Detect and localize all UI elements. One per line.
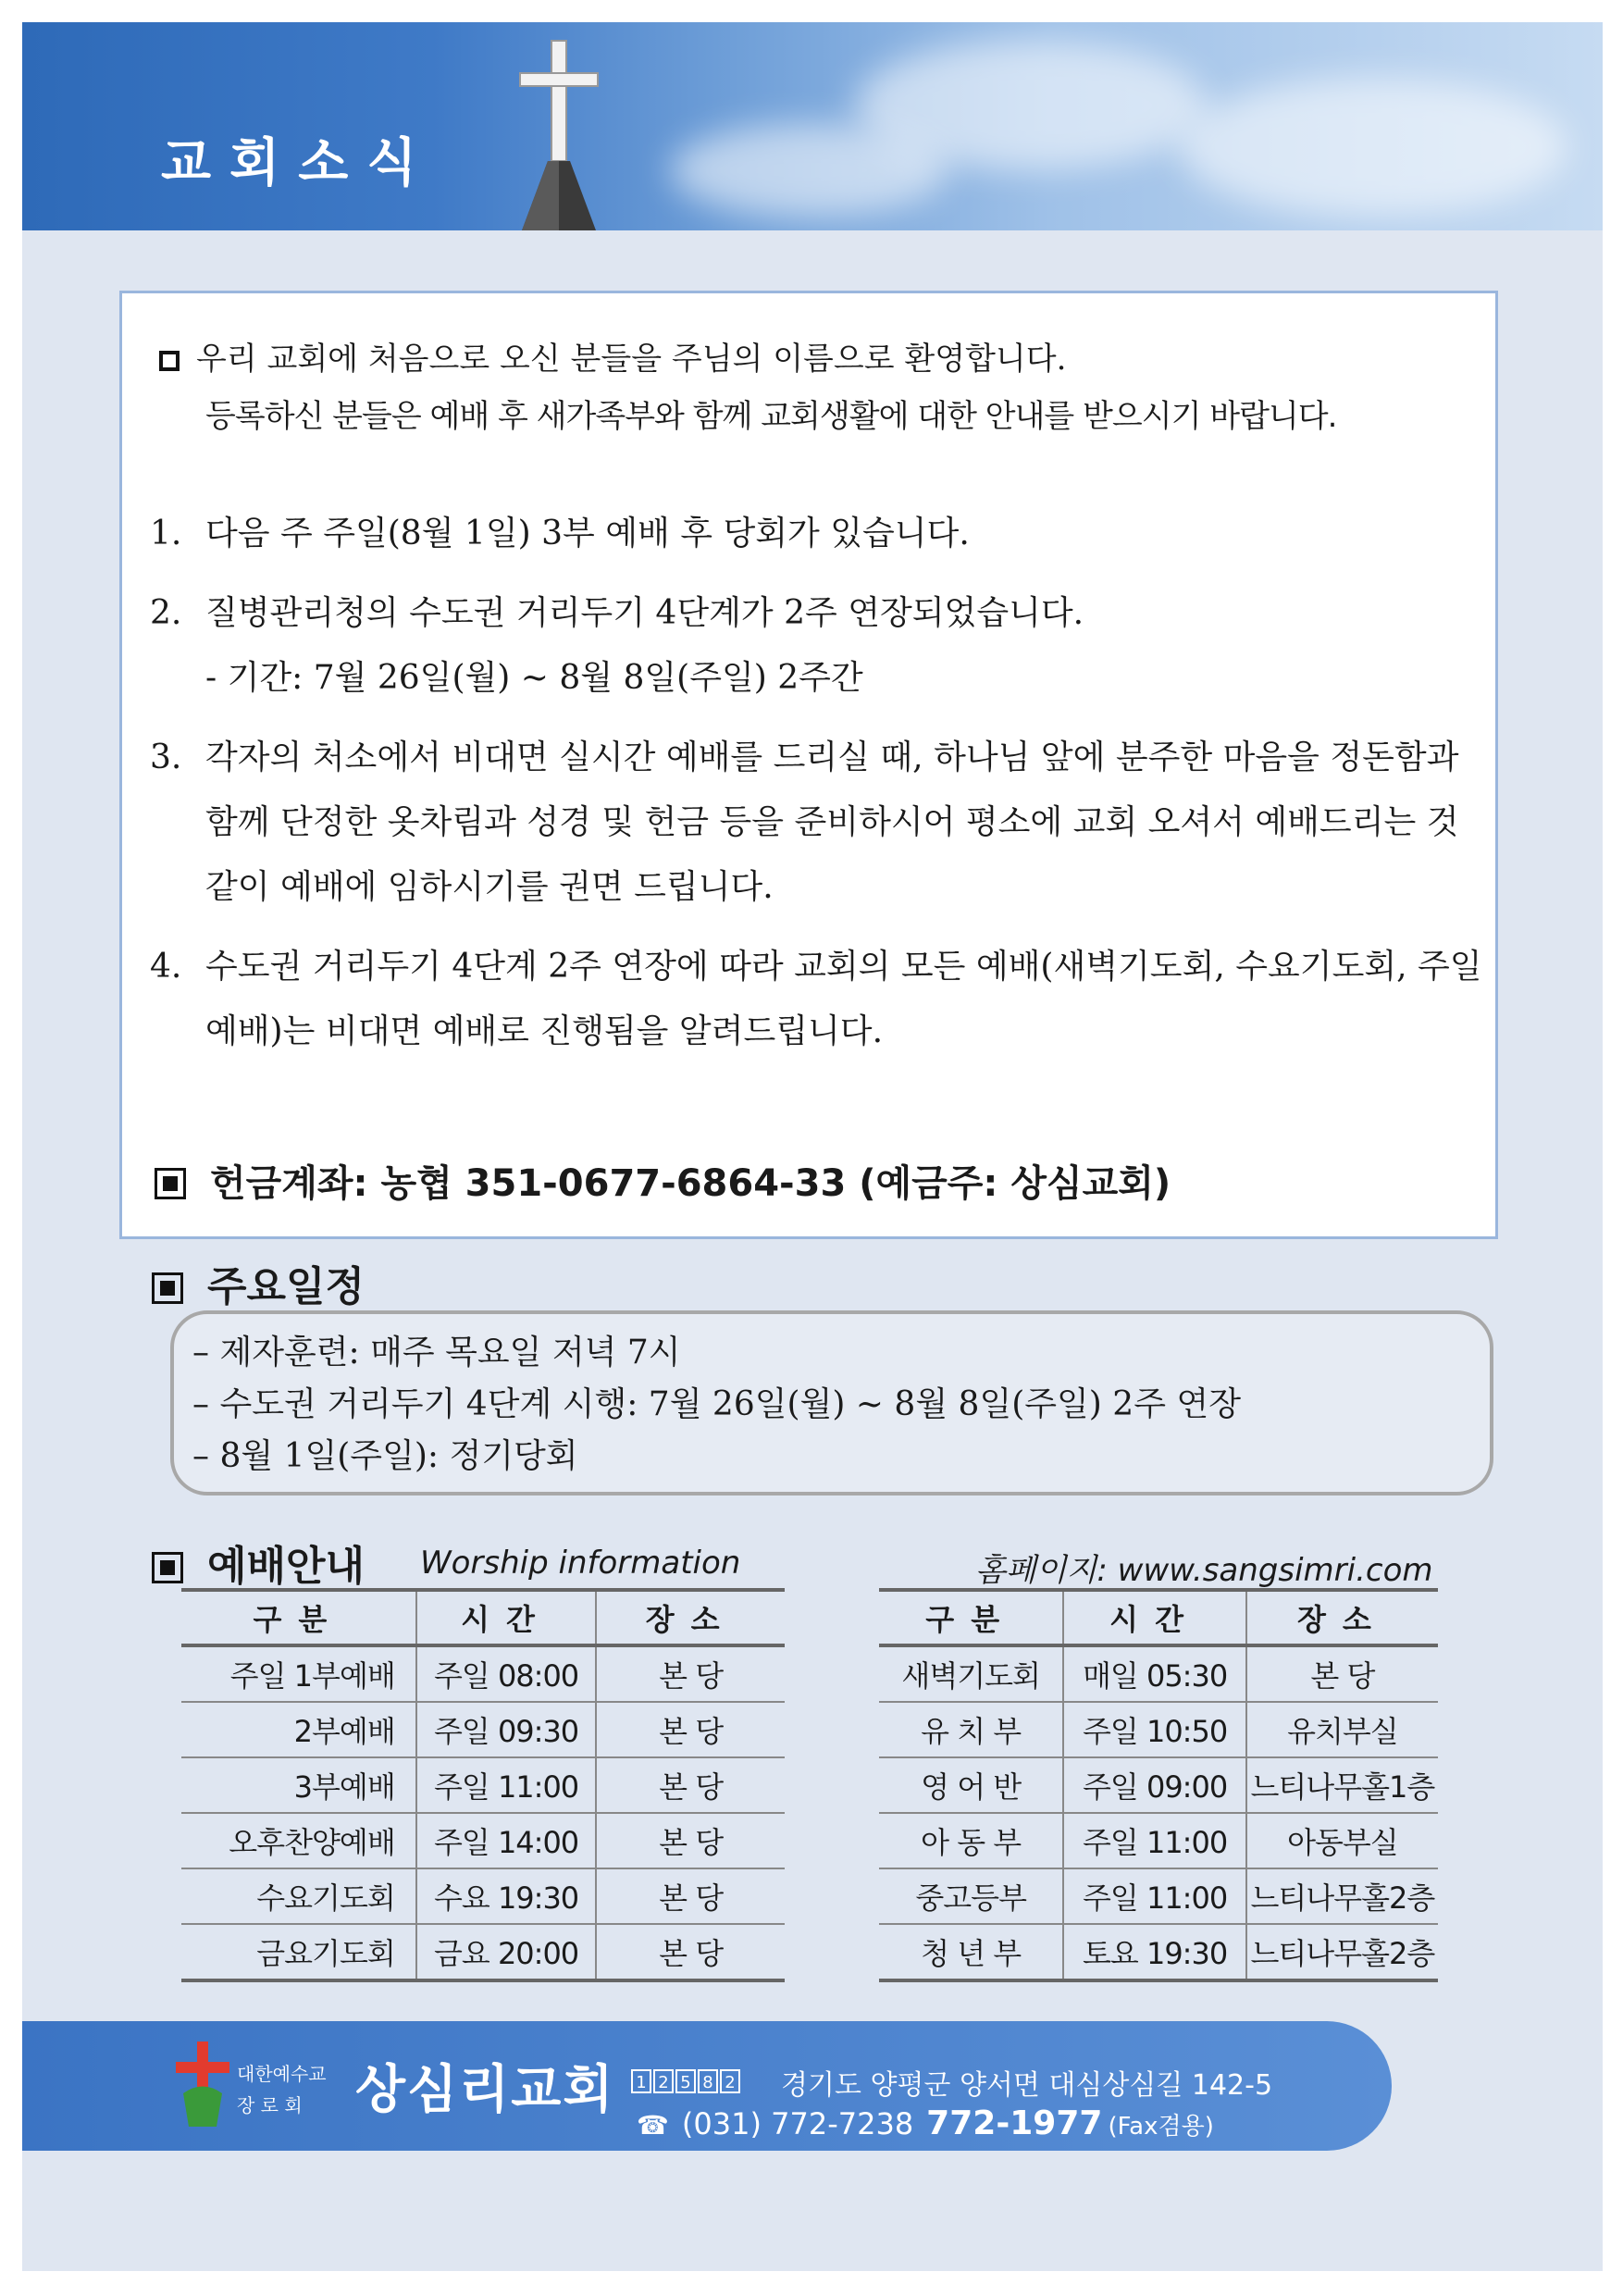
church-address: 경기도 양평군 양서면 대심상심길 142-5 <box>781 2069 1273 2102</box>
square-bullet-icon <box>155 1168 186 1199</box>
table-row: 오후찬양예배 주일 14:00 본 당 <box>181 1813 785 1868</box>
table-row: 중고등부 주일 11:00 느티나무홀2층 <box>879 1868 1438 1924</box>
notice-item: 2. 질병관리청의 수도권 거리두기 4단계가 2주 연장되었습니다. - 기간: 7월 26일(월) ~ 8월 8일(주일) 2주간 <box>150 594 1084 697</box>
table-row: 주일 1부예배 주일 08:00 본 당 <box>181 1645 785 1702</box>
schedule-item: – 수도권 거리두기 4단계 시행: 7월 26일(월) ~ 8월 8일(주일) 2주 연장 <box>192 1385 1241 1423</box>
phone-icon: ☎ <box>637 2110 669 2141</box>
notice-item: 1. 다음 주 주일(8월 1일) 3부 예배 후 당회가 있습니다. <box>150 515 970 552</box>
col-header: 시간 <box>1063 1590 1245 1645</box>
church-cross-icon <box>466 22 651 230</box>
table-row: 영 어 반 주일 09:00 느티나무홀1층 <box>879 1757 1438 1813</box>
schedule-item: – 제자훈련: 매주 목요일 저녁 7시 <box>192 1334 681 1371</box>
church-name: 상심리교회 <box>355 2060 615 2120</box>
col-header: 장소 <box>596 1590 785 1645</box>
worship-title: 예배안내 <box>152 1533 365 1592</box>
table-row: 유 치 부 주일 10:50 유치부실 <box>879 1702 1438 1757</box>
col-header: 시간 <box>416 1590 597 1645</box>
church-phone: ☎ (031) 772-7238 772-1977 (Fax겸용) <box>637 2104 1214 2142</box>
zip-code: 1 2 5 8 2 <box>631 2069 740 2093</box>
col-header: 구분 <box>879 1590 1063 1645</box>
col-header: 구분 <box>181 1590 416 1645</box>
homepage-link[interactable]: 홈페이지: www.sangsimri.com <box>975 1552 1433 1589</box>
table-row: 3부예배 주일 11:00 본 당 <box>181 1757 785 1813</box>
col-header: 장소 <box>1246 1590 1438 1645</box>
table-row: 금요기도회 금요 20:00 본 당 <box>181 1924 785 1980</box>
schedule-item: – 8월 1일(주일): 정기당회 <box>192 1437 578 1475</box>
worship-subtitle: Worship information <box>420 1545 741 1582</box>
notice-list <box>150 502 1482 1079</box>
page <box>22 22 1603 2271</box>
table-row: 새벽기도회 매일 05:30 본 당 <box>879 1645 1438 1702</box>
header-banner <box>22 22 1603 230</box>
welcome-message: 우리 교회에 처음으로 오신 분들을 주님의 이름으로 환영합니다. 등록하신 분들은 예배 후 새가족부와 함께 교회생활에 대한 안내를 받으시기 바랍니다. <box>159 330 1336 445</box>
page-title: 교회소식 <box>161 133 436 193</box>
table-row: 2부예배 주일 09:30 본 당 <box>181 1702 785 1757</box>
schedule-title: 주요일정 <box>152 1253 365 1312</box>
square-bullet-icon <box>152 1552 183 1583</box>
offering-account: 헌금계좌: 농협 351-0677-6864-33 (예금주: 상심교회) <box>155 1154 1171 1207</box>
denomination: 대한예수교 장 로 회 <box>237 2063 327 2116</box>
worship-table-right <box>879 1588 1438 1982</box>
checkbox-bullet-icon <box>159 351 180 371</box>
worship-table-left <box>181 1588 785 1982</box>
church-logo-icon <box>170 2038 235 2130</box>
square-bullet-icon <box>152 1272 183 1304</box>
schedule-box <box>170 1310 1493 1496</box>
table-row: 청 년 부 토요 19:30 느티나무홀2층 <box>879 1924 1438 1980</box>
notice-item: 4. 수도권 거리두기 4단계 2주 연장에 따라 교회의 모든 예배(새벽기도회, 수요기도회, 주일예배)는 비대면 예배로 진행됨을 알려드립니다. <box>150 948 1482 1050</box>
notice-box <box>119 291 1498 1239</box>
table-row: 수요기도회 수요 19:30 본 당 <box>181 1868 785 1924</box>
table-row: 아 동 부 주일 11:00 아동부실 <box>879 1813 1438 1868</box>
notice-item: 3. 각자의 처소에서 비대면 실시간 예배를 드리실 때, 하나님 앞에 분주한 마음을 정돈함과 함께 단정한 옷차림과 성경 및 헌금 등을 준비하시어 평소에 교회 오셔서 예배드리는 것 같이 예배에 임하시기를 권면 드립니다. <box>150 738 1459 906</box>
